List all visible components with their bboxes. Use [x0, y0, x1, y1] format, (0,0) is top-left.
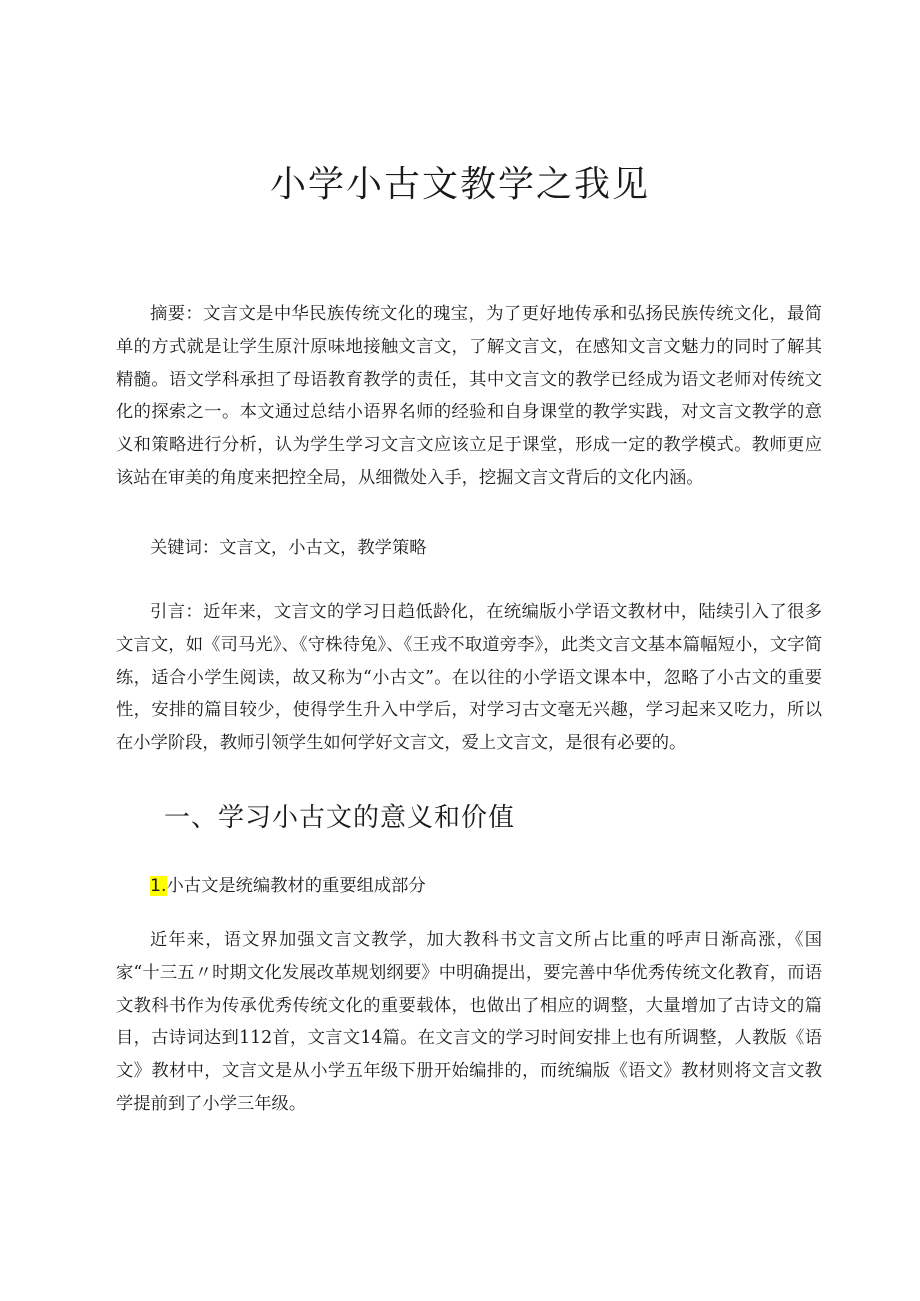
section-heading: 一、学习小古文的意义和价值 [164, 803, 516, 833]
subsection-heading [150, 872, 426, 900]
subsection-body-paragraph: 近年来，语文界加强文言文教学，加大教科书文言文所占比重的呼声日渐高涨，《国家“十三五〃时期文化发展改革规划纲要》中明确提出，要完善中华优秀传统文化教育，而语文教科书作为传承优秀传统文化的重要载体，也做出了相应的调整，大量增加了古诗文的篇目，古诗词达到112首，文言文14篇。在文言文的学习时间安排上也有所调整，人教版《语文》教材中，文言文是从小学五年级下册开始编排的，而统编版《语文》教材则将文言文教学提前到了小学三年级。 [116, 930, 822, 1114]
keywords-line: 关键词：文言文，小古文，教学策略 [150, 538, 427, 558]
abstract-paragraph: 摘要：文言文是中华民族传统文化的瑰宝，为了更好地传承和弘扬民族传统文化，最简单的方式就是让学生原汁原味地接触文言文，了解文言文，在感知文言文魅力的同时了解其精髓。语文学科承担了母语教育教学的责任，其中文言文的教学已经成为语文老师对传统文化的探索之一。本文通过总结小语界名师的经验和自身课堂的教学实践，对文言文教学的意义和策略进行分析，认为学生学习文言文应该立足于课堂，形成一定的教学模式。教师更应该站在审美的角度来把控全局，从细微处入手，挖掘文言文背后的文化内涵。 [116, 304, 822, 488]
subsection-number: 1. [150, 876, 167, 896]
introduction-paragraph: 引言：近年来，文言文的学习日趋低龄化，在统编版小学语文教材中，陆续引入了很多文言文，如《司马光》、《守株待兔》、《王戎不取道旁李》，此类文言文基本篇幅短小，文字简练，适合小学生阅读，故又称为“小古文”。在以往的小学语文课本中，忽略了小古文的重要性，安排的篇目较少，使得学生升入中学后，对学习古文毫无兴趣，学习起来又吃力，所以在小学阶段，教师引领学生如何学好文言文，爱上文言文，是很有必要的。 [116, 602, 822, 754]
document-title: 小学小古文教学之我见 [269, 164, 650, 205]
subsection-title: 小古文是统编教材的重要组成部分 [166, 876, 426, 896]
